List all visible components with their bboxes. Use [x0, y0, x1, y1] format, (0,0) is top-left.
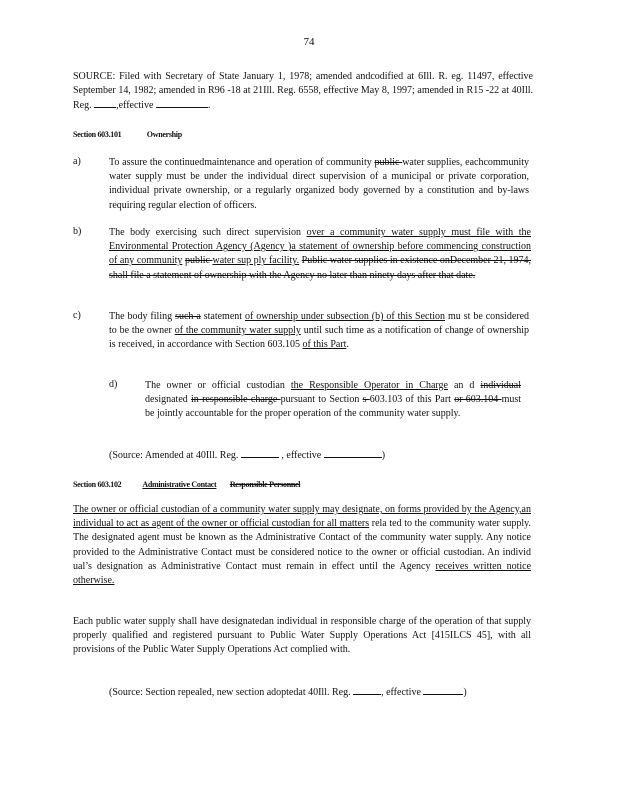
- subsection-b-text: The body exercising such direct supervision: [109, 227, 301, 238]
- inserted-text: water sup ply facility.: [212, 255, 300, 267]
- subsection-c-text: until such time as a notification of change of ownership is received, in accordance with Section 603.105: [109, 325, 529, 351]
- deleted-text: public: [184, 255, 213, 267]
- subsection-d-text: 603.103 of this Part: [369, 394, 451, 406]
- deleted-text: such a: [175, 311, 201, 322]
- subsection-c-text: The body filing: [109, 311, 173, 322]
- register-page-blank: [94, 98, 116, 108]
- subsection-a-label: a): [73, 156, 81, 167]
- subsection-a: [109, 156, 529, 213]
- subsection-d-text: The owner or official custodian: [145, 380, 285, 391]
- subsection-b: [109, 226, 531, 283]
- register-page-blank: [353, 685, 381, 695]
- source-text: SOURCE: Filed with Secretary of State January 1, 1978; amended andcodified at 6Ill. R. eg. 11497, effective September 14, 1982; amended in R96 -18 at 21Ill. Reg. 6558, effective May 8, 1997; amended in R15 -22 at 40Ill. Reg.: [73, 71, 533, 112]
- section-number: Section 603.102: [73, 480, 122, 489]
- effective-date-blank: [324, 448, 382, 458]
- source-effective: ,effective: [116, 100, 154, 112]
- inserted-section-title: Administrative Contact: [142, 480, 217, 489]
- source-period: .: [207, 100, 211, 112]
- inserted-text: of this Part: [302, 339, 347, 351]
- inserted-text: The owner or official custodian of a community water supply may designate, on forms provided by the Agency,an individual to act as agent of the owner or official custodian for all matters: [73, 504, 531, 530]
- source-repealed: [109, 685, 494, 700]
- source-repealed-text: (Source: Section repealed, new section adoptedat 40Ill. Reg.: [109, 687, 351, 698]
- deleted-text: Public water supplies in existence onDecember 21, 1974, shall file a statement of ownership with the Agency no later than ninety days after that date.: [109, 255, 532, 281]
- source-repealed-effective: , effective: [381, 687, 421, 698]
- inserted-text: of ownership under subsection (b) of this Section: [245, 311, 446, 322]
- inserted-text: over a community water supply must file with the Environmental Protection Agency (Agency )a statement of ownership before commencing construction of any community: [109, 227, 531, 267]
- page-number: 74: [303, 36, 315, 48]
- effective-date-blank: [423, 685, 463, 695]
- source-amended-text: (Source: Amended at 40Ill. Reg.: [109, 450, 239, 461]
- deleted-text: in responsible charge: [191, 394, 281, 406]
- subsection-d-text: pursuant to Section: [280, 394, 360, 406]
- section-title: Ownership: [146, 130, 182, 139]
- deleted-section-title: Responsible Personnel: [229, 480, 301, 489]
- responsible-charge-paragraph: [73, 615, 531, 658]
- subsection-d-text: designated: [145, 394, 188, 406]
- register-page-blank: [241, 448, 279, 458]
- inserted-text: the Responsible Operator in Charge: [290, 380, 448, 391]
- inserted-text: of the community water supply: [174, 325, 301, 337]
- subsection-c-text: mu st be considered to be the owner: [109, 311, 530, 337]
- responsible-charge-text: Each public water supply shall have designatedan individual in responsible charge of the operation of that supply properly qualified and registered pursuant to Public Water Supply Operations Act [415ILCS 45], with all provisions of the Public Water Supply Operations Act complied with.: [73, 616, 531, 656]
- deleted-text: s: [362, 394, 370, 406]
- subsection-d-text: an d: [453, 380, 475, 391]
- subsection-b-label: b): [73, 226, 82, 237]
- deleted-text: or 603.104: [454, 394, 502, 406]
- subsection-a-text: To assure the continuedmaintenance and operation of community: [109, 157, 372, 168]
- subsection-d: [145, 379, 521, 422]
- subsection-d-text: must be jointly accountable for the proper operation of the community water supply.: [145, 394, 522, 420]
- subsection-c: [109, 310, 529, 353]
- deleted-text: individual: [480, 380, 521, 391]
- subsection-c-text: .: [346, 339, 349, 351]
- subsection-c-label: c): [73, 310, 81, 321]
- source-note: [73, 70, 533, 114]
- effective-date-blank: [156, 98, 208, 108]
- administrative-contact-text: rela ted to the community water supply. The designated agent must be known as the Administrative Contact of the community water supply. Any notice provided to the Administrative Contact must be considered notice to the owner or official custodian. An individ ual’s designation as Administrative Contact must remain in effect until the Agency: [73, 518, 531, 572]
- subsection-c-text: statement: [203, 311, 243, 322]
- subsection-d-label: d): [109, 379, 118, 390]
- section-603-101-heading: [73, 130, 182, 139]
- section-603-102-heading: [73, 480, 300, 489]
- deleted-text: public: [374, 157, 403, 168]
- section-number: Section 603.101: [73, 130, 122, 139]
- source-amended: [109, 448, 385, 463]
- source-repealed-close: ): [463, 687, 467, 698]
- inserted-text: receives written notice otherwise.: [73, 560, 532, 587]
- source-amended-close: ): [381, 450, 386, 461]
- subsection-a-text: water supplies, eachcommunity water supply must be under the individual direct supervision of a municipal or private corporation, individual private ownership, or a regularly organized body governed by a constitution and by-laws requiring regular election of officers.: [109, 157, 530, 211]
- source-amended-effective: , effective: [281, 450, 322, 461]
- administrative-contact-paragraph: [73, 503, 531, 588]
